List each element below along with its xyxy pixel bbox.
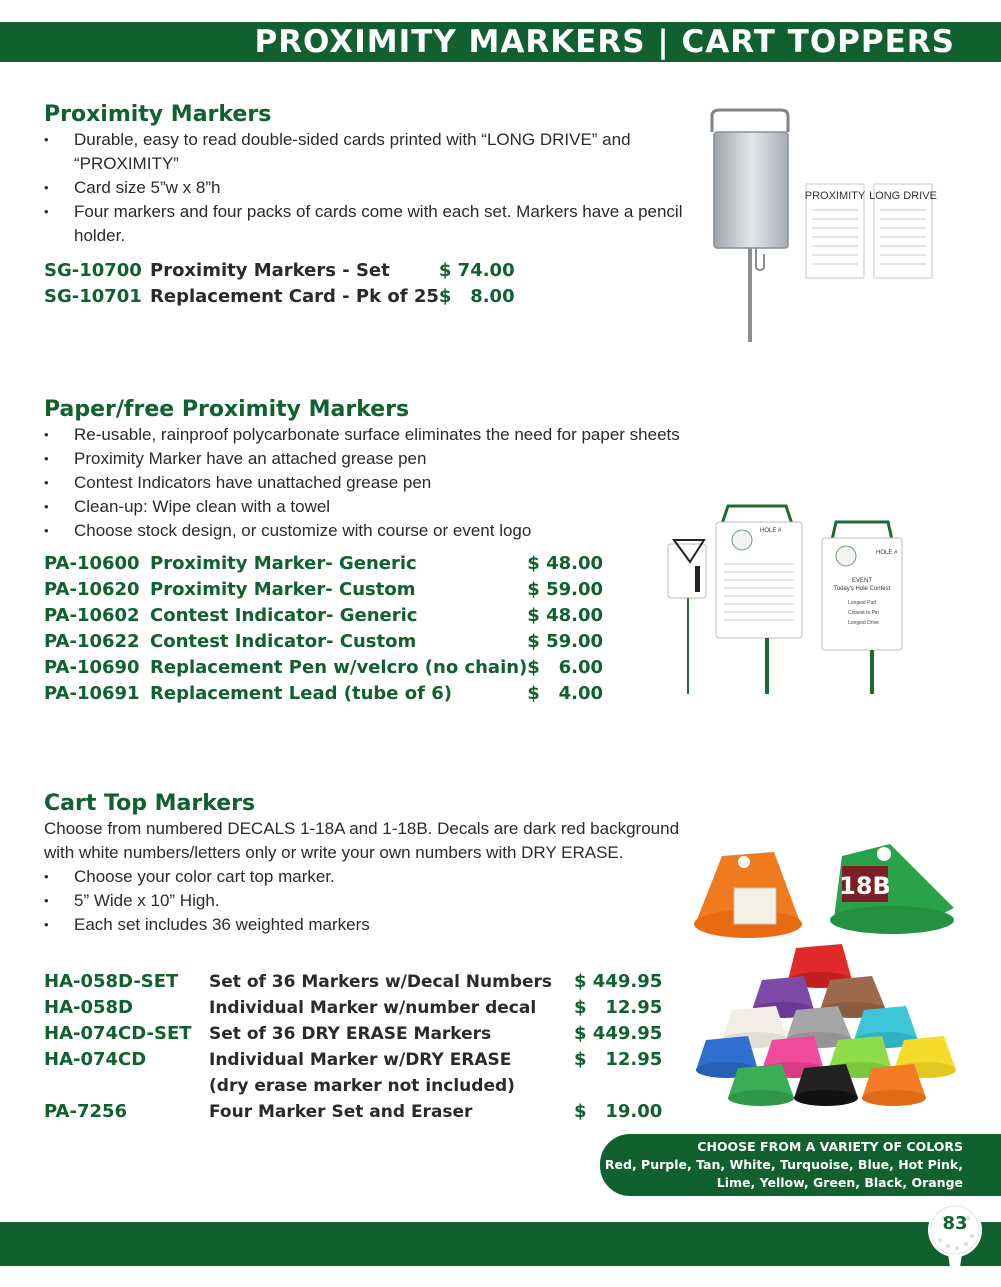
product-price: $ 12.95 [574, 1049, 663, 1070]
product-description: Proximity Marker- Custom [150, 579, 416, 600]
product-row [44, 603, 603, 629]
product-price: $ 449.95 [574, 971, 663, 992]
bullet-item: • 5” Wide x 10” High. [44, 889, 704, 913]
product-row [44, 681, 603, 707]
header-bar [0, 22, 1001, 62]
section-title: Proximity Markers [44, 102, 272, 127]
product-description: Contest Indicator- Generic [150, 605, 418, 626]
cart-top-markers-image [692, 840, 962, 1112]
card-label: PROXIMITY [804, 190, 866, 202]
sign-hole-text: HOLE # [876, 550, 898, 556]
bullet-item: • Durable, easy to read double-sided cards printed with “LONG DRIVE” and “PROXIMITY” [44, 128, 684, 176]
sign-line-text: Longest Drive [848, 620, 879, 626]
product-price: $ 8.00 [438, 286, 515, 307]
product-price: $ 12.95 [574, 997, 663, 1018]
product-sku: PA-10622 [44, 631, 140, 652]
product-description: Set of 36 Markers w/Decal Numbers [209, 972, 553, 992]
section-intro: Choose from numbered DECALS 1-18A and 1-18B. Decals are dark red background with white numbers/letters only or write your own numbers with DRY ERASE. [44, 819, 680, 862]
proximity-marker-image [700, 104, 940, 346]
bullet-item: • Card size 5”w x 8”h [44, 176, 684, 200]
card-label: LONG DRIVE [869, 190, 937, 202]
bullet-item: • Four markers and four packs of cards come with each set. Markers have a pencil holder. [44, 200, 684, 248]
sign-hole-text: HOLE # [760, 528, 782, 534]
product-sku: PA-10691 [44, 683, 140, 704]
product-price: $ 4.00 [527, 683, 604, 704]
product-row [44, 577, 603, 603]
product-sku: HA-074CD [44, 1049, 147, 1070]
product-row [44, 629, 603, 655]
section-proximity-markers [44, 102, 684, 248]
section-title: Cart Top Markers [44, 791, 256, 816]
product-description: Individual Marker w/DRY ERASE [209, 1050, 512, 1070]
colors-list-line: Lime, Yellow, Green, Black, Orange [716, 1175, 963, 1190]
price-table-cart-top [44, 969, 662, 1125]
section-paperfree-markers [44, 397, 744, 543]
product-row [44, 1099, 662, 1125]
price-table-paperfree [44, 551, 603, 707]
bullet-item: • Clean-up: Wipe clean with a towel [44, 495, 744, 519]
product-price: $ 449.95 [574, 1023, 663, 1044]
bullet-list [44, 865, 704, 937]
product-sku: PA-10620 [44, 579, 140, 600]
bullet-item: • Contest Indicators have unattached grease pen [44, 471, 744, 495]
colors-list-line: Red, Purple, Tan, White, Turquoise, Blue, Hot Pink, [604, 1157, 963, 1172]
sign-event-text: EVENT [851, 578, 873, 584]
bullet-item: • Choose your color cart top marker. [44, 865, 704, 889]
product-description: (dry erase marker not included) [209, 1076, 515, 1096]
page-number: 83 [942, 1213, 968, 1234]
product-description: Replacement Lead (tube of 6) [150, 683, 452, 704]
colored-markers-stack [696, 944, 956, 1106]
product-description: Proximity Marker- Generic [150, 553, 417, 574]
product-description: Replacement Pen w/velcro (no chain) [150, 657, 528, 678]
sign-line-text: Longest Putt [848, 600, 877, 606]
section-title: Paper/free Proximity Markers [44, 397, 410, 422]
product-row [44, 551, 603, 577]
sign-contest-text: Today's Hole Contest [833, 586, 891, 592]
product-price: $ 74.00 [438, 260, 515, 281]
product-sku: SG-10700 [44, 260, 142, 281]
section-cart-top-markers [44, 791, 704, 937]
product-sku: PA-7256 [44, 1101, 128, 1122]
product-description: Set of 36 DRY ERASE Markers [209, 1024, 492, 1044]
product-row [44, 258, 515, 284]
bullet-item: • Proximity Marker have an attached grease pen [44, 447, 744, 471]
product-description: Individual Marker w/number decal [209, 998, 537, 1018]
product-row [44, 1073, 662, 1099]
bullet-list [44, 423, 744, 543]
product-description: Proximity Markers - Set [150, 260, 390, 281]
bullet-item: • Each set includes 36 weighted markers [44, 913, 704, 937]
page-title: PROXIMITY MARKERS | CART TOPPERS [254, 24, 955, 60]
product-sku: PA-10690 [44, 657, 140, 678]
bullet-item: • Re-usable, rainproof polycarbonate surface eliminates the need for paper sheets [44, 423, 744, 447]
bullet-list [44, 128, 684, 248]
bullet-item: • Choose stock design, or customize with course or event logo [44, 519, 744, 543]
product-price [574, 1073, 662, 1099]
product-sku [44, 1073, 209, 1099]
product-price: $ 59.00 [527, 631, 604, 652]
product-row [44, 1021, 662, 1047]
price-table-proximity [44, 258, 515, 310]
product-price: $ 48.00 [527, 553, 604, 574]
footer-bar [0, 1222, 1001, 1266]
decal-number: 18B [839, 872, 891, 900]
product-sku: PA-10602 [44, 605, 140, 626]
product-sku: HA-074CD-SET [44, 1023, 192, 1044]
product-row [44, 655, 603, 681]
product-row [44, 969, 662, 995]
product-price: $ 48.00 [527, 605, 604, 626]
product-sku: SG-10701 [44, 286, 142, 307]
sign-line-text: Closest to Pin [848, 610, 879, 616]
product-row [44, 284, 515, 310]
product-description: Replacement Card - Pk of 25 [150, 286, 439, 307]
product-row [44, 1047, 662, 1073]
product-description: Four Marker Set and Eraser [209, 1102, 473, 1122]
paperfree-marker-image [662, 498, 912, 698]
product-sku: HA-058D-SET [44, 971, 179, 992]
colors-callout [600, 1134, 1001, 1196]
product-price: $ 59.00 [527, 579, 604, 600]
product-row [44, 995, 662, 1021]
product-description: Contest Indicator- Custom [150, 631, 417, 652]
product-price: $ 6.00 [527, 657, 604, 678]
product-sku: HA-058D [44, 997, 133, 1018]
colors-heading: CHOOSE FROM A VARIETY OF COLORS [697, 1139, 963, 1154]
product-price: $ 19.00 [574, 1101, 663, 1122]
product-sku: PA-10600 [44, 553, 140, 574]
